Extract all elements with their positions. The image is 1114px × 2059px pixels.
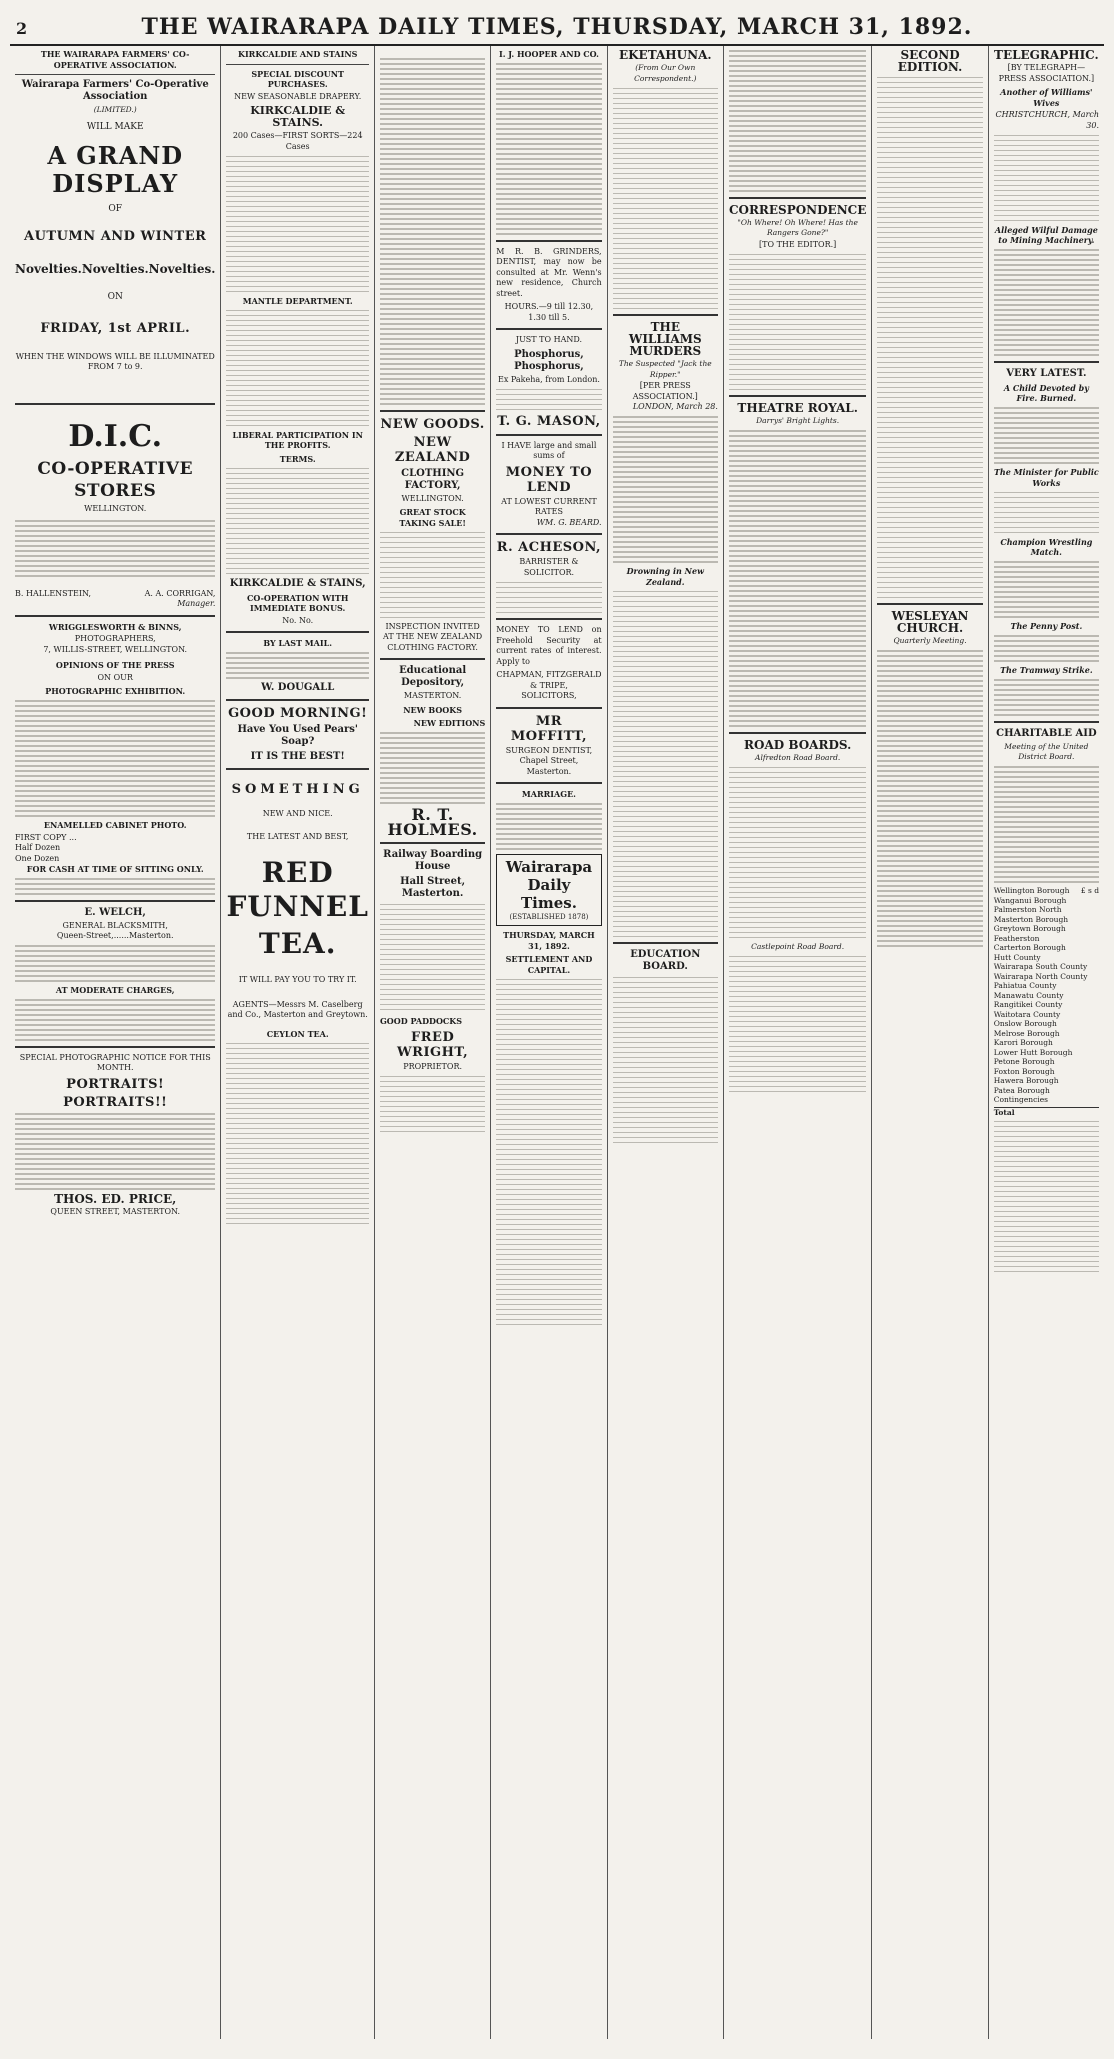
proprietor: PROPRIETOR. <box>403 1061 463 1071</box>
table-cell-name: Greytown Borough <box>993 924 1066 933</box>
hours: HOURS.—9 till 12.30, 1.30 till 5. <box>504 302 594 322</box>
phosphorus: Phosphorus, Phosphorus, <box>514 348 584 372</box>
table-cell-name: Wellington Borough <box>993 886 1070 895</box>
acheson: R. ACHESON, <box>496 540 602 555</box>
newspaper-page <box>10 10 1104 2039</box>
table-cell-name: Wairarapa South County <box>993 962 1088 971</box>
education-board: EDUCATION BOARD. <box>630 949 701 972</box>
liberal-participation: LIBERAL PARTICIPATION IN THE PROFITS. <box>232 429 363 450</box>
something: SOMETHING <box>231 782 364 797</box>
table-row <box>994 1086 1099 1096</box>
williams-murders: THE WILLIAMS MURDERS <box>628 320 702 358</box>
queen-street: Queen-Street,......Masterton. <box>56 931 174 940</box>
windows-notice: WHEN THE WINDOWS WILL BE ILLUMINATED FROM 7 to 9. <box>15 351 215 371</box>
wright-row <box>380 1016 485 1027</box>
table-row <box>994 1057 1099 1067</box>
table-row <box>994 1010 1099 1020</box>
table-row <box>994 943 1099 953</box>
table-row <box>994 905 1099 915</box>
table-cell-name: Patea Borough <box>993 1085 1050 1095</box>
dic-sig-left: B. HALLENSTEIN, <box>15 588 92 598</box>
surgeon-dentist: SURGEON DENTIST, <box>505 745 593 755</box>
tramway-strike: The Tramway Strike. <box>1000 665 1093 675</box>
welch-name: E. WELCH, <box>84 906 146 918</box>
dic-manager: Manager. <box>177 599 216 608</box>
latest-best: THE LATEST AND BEST, <box>246 831 349 841</box>
novelty-3: Novelties. <box>148 261 216 276</box>
opinions: OPINIONS OF THE PRESS <box>55 660 175 670</box>
table-cell-name: Featherston <box>993 933 1040 943</box>
new-and-nice: NEW AND NICE. <box>262 809 333 818</box>
red-funnel: RED FUNNEL <box>226 856 369 923</box>
no-no: No. No. <box>282 615 314 625</box>
of-text: OF <box>108 204 123 214</box>
table-cell-name: Foxton Borough <box>993 1066 1055 1076</box>
wdt-name: Wairarapa Daily Times. <box>505 857 593 912</box>
by-last-mail: BY LAST MAIL. <box>263 638 333 648</box>
new-goods: NEW GOODS. <box>380 416 485 432</box>
coop-stores: CO-OPERATIVE STORES <box>37 458 194 501</box>
money-lend-notice: MONEY TO LEND on Freehold Security at current rates of interest. Apply to <box>496 625 602 666</box>
charitable-table <box>994 886 1099 1105</box>
barrister: BARRISTER & SOLICITOR. <box>519 557 579 577</box>
column-3 <box>375 46 491 2039</box>
table-cell-name: Waitotara County <box>993 1009 1061 1019</box>
table-cell-name: Carterton Borough <box>993 943 1066 952</box>
i-have: I HAVE large and small sums of <box>501 440 597 460</box>
terms: TERMS. <box>279 453 316 464</box>
table-cell-name: Rangitikei County <box>993 1000 1063 1009</box>
special-photo-notice: SPECIAL PHOTOGRAPHIC NOTICE FOR THIS MONTH. <box>19 1052 211 1072</box>
photo-exhibition: PHOTOGRAPHIC EXHIBITION. <box>45 686 186 696</box>
table-cell-name: Lower Hutt Borough <box>993 1047 1073 1057</box>
total-label: Total <box>993 1107 1015 1117</box>
column-8 <box>989 46 1104 2039</box>
new-books: NEW BOOKS <box>403 704 462 715</box>
enamelled-cabinet: ENAMELLED CABINET PHOTO. <box>43 820 187 830</box>
theatre-sub: Darrys' Bright Lights. <box>756 416 840 425</box>
table-cell-name: Pahiatua County <box>993 981 1057 990</box>
good-paddocks: GOOD PADDOCKS <box>379 1016 463 1026</box>
educational-loc: MASTERTON. <box>403 691 462 700</box>
correspondence: CORRESPONDENCE <box>728 202 867 217</box>
table-cell-name: Hutt County <box>993 952 1041 962</box>
inspection-invited: INSPECTION INVITED AT THE NEW ZEALAND CLOTHING FACTORY. <box>383 621 483 652</box>
table-row <box>994 981 1099 991</box>
telegraphic: TELEGRAPHIC. <box>994 48 1099 62</box>
moderate-charges: AT MODERATE CHARGES, <box>55 985 175 995</box>
one-dozen: One Dozen <box>15 853 60 863</box>
table-row <box>994 962 1099 972</box>
money-to-lend: MONEY TO LEND <box>505 464 593 495</box>
photo-head: WRIGGLESWORTH & BINNS, <box>48 621 182 632</box>
fred-wright: FRED WRIGHT, <box>397 1029 469 1060</box>
columns <box>10 46 1104 2039</box>
pears-soap: Have You Used Pears' Soap? <box>237 724 358 747</box>
table-cell-name: Petone Borough <box>993 1057 1055 1066</box>
table-cell-name: Wairarapa North County <box>993 971 1088 981</box>
dic-signatures <box>15 589 215 600</box>
tea: TEA. <box>258 927 337 960</box>
table-cell-value: £ s d <box>1080 886 1100 895</box>
current-rates: AT LOWEST CURRENT RATES <box>501 496 597 516</box>
first-copy: FIRST COPY ... <box>15 832 77 842</box>
new-seasonable: NEW SEASONABLE DRAPERY. <box>234 91 362 101</box>
table-row <box>994 924 1099 934</box>
just-to-hand: JUST TO HAND. <box>515 335 583 344</box>
by-telegraph: [BY TELEGRAPH—PRESS ASSOCIATION.] <box>998 63 1095 83</box>
dentist-notice: M R. B. GRINDERS, DENTIST, may now be consulted at Mr. Wenn's new residence, Church street. <box>496 246 602 298</box>
table-row <box>994 1095 1099 1105</box>
novelty-1: Novelties. <box>15 261 82 276</box>
nz-clothing: CLOTHING FACTORY, <box>401 467 465 491</box>
second-edition: SECOND EDITION. <box>897 48 963 74</box>
thos-price: THOS. ED. PRICE, <box>54 1192 177 1206</box>
table-cell-name: Manawatu County <box>993 990 1064 1000</box>
williams-sub: The Suspected "Jack the Ripper." <box>618 359 712 379</box>
hall-street: Hall Street, Masterton. <box>400 876 466 899</box>
holmes: R. T. HOLMES. <box>387 805 478 839</box>
dic-sig-right: A. A. CORRIGAN, <box>144 588 216 598</box>
press-assoc: [PER PRESS ASSOCIATION.] <box>632 381 698 401</box>
charitable-total <box>994 1107 1099 1118</box>
on-text: ON <box>107 292 123 302</box>
portraits-2: PORTRAITS!! <box>63 1094 168 1110</box>
penny-post: The Penny Post. <box>1010 621 1083 631</box>
thursday-date: THURSDAY, MARCH 31, 1892. <box>503 930 595 951</box>
champion-wrestling: Champion Wrestling Match. <box>1000 536 1093 557</box>
very-latest: VERY LATEST. <box>1006 367 1087 379</box>
kirk-head: KIRKCALDIE AND STAINS <box>237 49 358 59</box>
photo-loc: 7, WILLIS-STREET, WELLINGTON. <box>43 644 188 654</box>
portraits-1: PORTRAITS! <box>66 1076 165 1092</box>
table-row <box>994 991 1099 1001</box>
dougall: W. DOUGALL <box>261 682 335 693</box>
column-5 <box>608 46 724 2039</box>
newspaper-title: THE WAIRARAPA DAILY TIMES, THURSDAY, MARCH 31, 1892. <box>141 14 973 40</box>
table-row <box>994 953 1099 963</box>
gen-blacksmith: GENERAL BLACKSMITH, <box>62 920 168 930</box>
kirk-big-2: KIRKCALDIE & STAINS, <box>229 577 366 589</box>
its-best: IT IS THE BEST! <box>250 751 345 762</box>
novelties-row <box>15 261 216 276</box>
assoc-limited: (LIMITED.) <box>93 105 137 114</box>
nz-name: NEW ZEALAND <box>394 434 471 465</box>
column-2 <box>221 46 375 2039</box>
settlement-head: SETTLEMENT AND CAPITAL. <box>505 954 593 975</box>
table-cell-name: Masterton Borough <box>993 914 1069 924</box>
kirk-big: KIRKCALDIE & STAINS. <box>250 104 346 129</box>
table-row <box>994 1076 1099 1086</box>
eketahuna-head: EKETAHUNA. <box>618 48 712 62</box>
column-4 <box>491 46 607 2039</box>
solicitors: SOLICITORS, <box>521 691 577 700</box>
thos-location: QUEEN STREET, MASTERTON. <box>50 1207 181 1216</box>
column-7 <box>872 46 988 2039</box>
great-stock: GREAT STOCK TAKING SALE! <box>399 507 466 528</box>
charitable-aid: CHARITABLE AID <box>996 727 1097 739</box>
table-row <box>994 1000 1099 1010</box>
table-row <box>994 886 1099 896</box>
assoc-name: Wairarapa Farmers' Co-Operative Association <box>21 79 209 102</box>
alfredton: Alfredton Road Board. <box>755 752 841 762</box>
chapman: CHAPMAN, FITZGERALD & TRIPE, <box>496 670 602 690</box>
table-row <box>994 1048 1099 1058</box>
alleged-damage: Alleged Wilful Damage to Mining Machinery. <box>994 224 1098 245</box>
mantle-dept: MANTLE DEPARTMENT. <box>242 295 353 306</box>
nz-wellington: WELLINGTON. <box>401 493 464 503</box>
table-cell-name: Contingencies <box>993 1095 1048 1104</box>
mason: T. G. MASON, <box>497 413 601 429</box>
hooper-head: I. J. HOOPER AND CO. <box>498 49 599 59</box>
opinions-on: ON OUR <box>97 672 133 682</box>
table-cell-name: Hawera Borough <box>993 1076 1059 1085</box>
christchurch-date: CHRISTCHURCH, March 30. <box>995 110 1100 130</box>
established: (ESTABLISHED 1878) <box>509 912 589 921</box>
ceylon-tea: CEYLON TEA. <box>266 1028 329 1039</box>
autumn-winter: AUTUMN AND WINTER <box>23 228 207 244</box>
child-fire: A Child Devoted by Fire. Burned. <box>1003 382 1089 403</box>
drowning-head: Drowning in New Zealand. <box>626 566 704 587</box>
dic-wellington: WELLINGTON. <box>84 503 147 513</box>
kirk-sub: 200 Cases—FIRST SORTS—224 Cases <box>232 131 363 151</box>
phos-sub: Ex Pakeha, from London. <box>497 374 600 384</box>
educational-depository: Educational Depository, <box>399 665 467 688</box>
table-cell-name: Melrose Borough <box>993 1028 1060 1038</box>
eketahuna-sub: (From Our Own Correspondent.) <box>634 63 697 83</box>
for-cash: FOR CASH AT TIME OF SITTING ONLY. <box>26 864 204 874</box>
table-row <box>994 896 1099 906</box>
coop-bonus: CO-OPERATION WITH IMMEDIATE BONUS. <box>246 592 349 613</box>
another-wives: Another of Williams' Wives <box>1000 87 1093 108</box>
dic-title: D.I.C. <box>68 418 163 454</box>
wesleyan-church: WESLEYAN CHURCH. <box>891 609 969 635</box>
column-1 <box>10 46 221 2039</box>
marriage: MARRIAGE. <box>521 789 576 799</box>
table-row <box>994 1019 1099 1029</box>
column-6 <box>724 46 872 2039</box>
good-morning: GOOD MORNING! <box>228 706 368 721</box>
friday-date: FRIDAY, 1st APRIL. <box>40 320 191 336</box>
moffitt: MR MOFFITT, <box>510 713 588 744</box>
table-cell-name: Wanganui Borough <box>993 895 1067 905</box>
london-date: LONDON, March 28. <box>632 402 718 411</box>
table-row <box>994 934 1099 944</box>
photo-sub: PHOTOGRAPHERS, <box>74 634 156 643</box>
table-row <box>994 972 1099 982</box>
castlepoint: Castlepoint Road Board. <box>751 941 845 951</box>
table-cell-name: Onslow Borough <box>993 1019 1057 1028</box>
special-discount: SPECIAL DISCOUNT PURCHASES. <box>251 68 345 89</box>
agents: AGENTS—Messrs M. Caselberg and Co., Masterton and Greytown. <box>227 999 368 1019</box>
table-row <box>994 1029 1099 1039</box>
beard: WM. G. BEARD. <box>536 517 602 527</box>
novelty-2: Novelties. <box>81 261 149 276</box>
masthead <box>10 10 1104 46</box>
road-boards: ROAD BOARDS. <box>744 737 852 752</box>
charitable-sub: Meeting of the United District Board. <box>1004 741 1089 761</box>
assoc-header: THE WAIRARAPA FARMERS' CO-OPERATIVE ASSOCIATION. <box>40 49 190 70</box>
table-row <box>994 1067 1099 1077</box>
grand-display: A GRAND DISPLAY <box>47 141 184 198</box>
table-cell-name: Palmerston North <box>993 905 1062 914</box>
will-make: WILL MAKE <box>86 121 144 132</box>
correspondence-sub: "Oh Where! Oh Where! Has the Rangers Gone?" <box>737 217 858 237</box>
new-editions: NEW EDITIONS <box>413 718 486 728</box>
wdt-masthead <box>496 854 601 927</box>
chapel-street: Chapel Street, Masterton. <box>519 756 579 776</box>
minister-works: The Minister for Public Works <box>993 467 1099 488</box>
to-editor: [TO THE EDITOR.] <box>759 239 837 249</box>
table-row <box>994 1038 1099 1048</box>
table-row <box>994 915 1099 925</box>
page-number: 2 <box>16 19 28 38</box>
quarterly-meeting: Quarterly Meeting. <box>893 636 967 645</box>
railway-boarding: Railway Boarding House <box>383 849 483 872</box>
it-will-pay: IT WILL PAY YOU TO TRY IT. <box>238 975 357 984</box>
half-dozen: Half Dozen <box>15 843 61 852</box>
table-cell-name: Karori Borough <box>993 1038 1053 1047</box>
theatre-royal: THEATRE ROYAL. <box>737 401 858 415</box>
